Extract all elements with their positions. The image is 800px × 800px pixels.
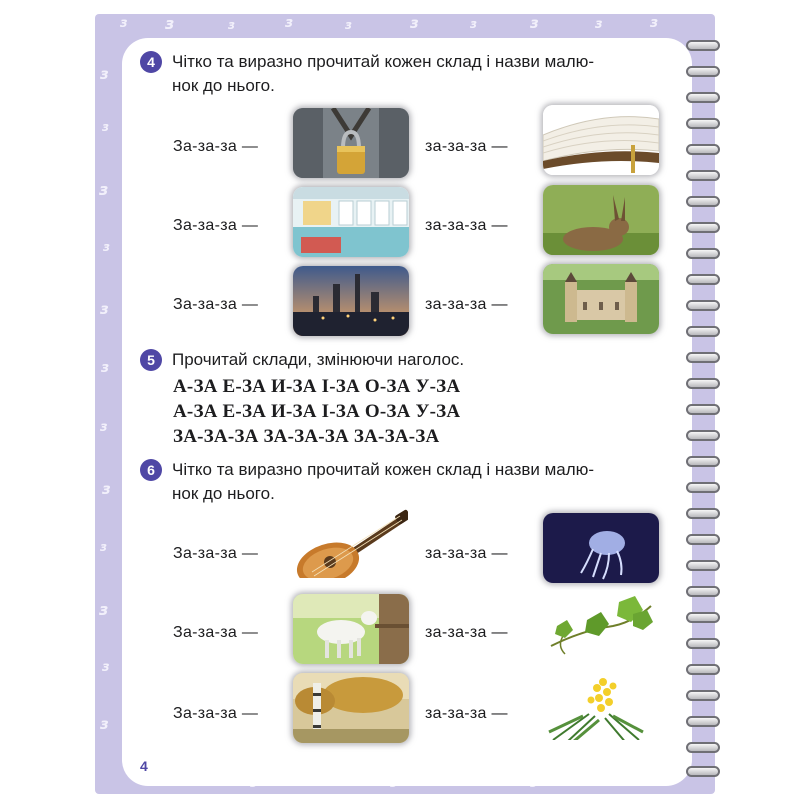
hare-picture xyxy=(543,185,659,255)
birch-picture xyxy=(293,673,409,743)
syllable-label: За-за-за — xyxy=(173,217,259,234)
task-number-badge: 5 xyxy=(140,349,162,371)
syllable-label: за-за-за — xyxy=(425,705,508,722)
page-number: 4 xyxy=(140,758,148,774)
grape-vine-picture xyxy=(543,590,659,660)
goat-picture xyxy=(293,594,409,664)
syllable-label: За-за-за — xyxy=(173,705,259,722)
syllable-label: За-за-за — xyxy=(173,545,259,562)
syllable-label: за-за-за — xyxy=(425,296,508,313)
syllable-label: За-за-за — xyxy=(173,624,259,641)
task-number-badge: 6 xyxy=(140,459,162,481)
bandura-picture xyxy=(292,508,408,578)
syllable-label: за-за-за — xyxy=(425,545,508,562)
syllable-label: за-за-за — xyxy=(425,624,508,641)
syllable-label: за-за-за — xyxy=(425,138,508,155)
syllable-label: За-за-за — xyxy=(173,296,259,313)
padlock-picture xyxy=(293,108,409,178)
mimosa-picture xyxy=(543,670,659,740)
book-picture xyxy=(543,105,659,175)
syllable-label: за-за-за — xyxy=(425,217,508,234)
syllable-line: А-ЗА Е-ЗА И-ЗА І-ЗА О-ЗА У-ЗА xyxy=(173,376,461,397)
syllable-label: За-за-за — xyxy=(173,138,259,155)
task-instruction: Чітко та виразно прочитай кожен склад і назви малю- нок до нього. xyxy=(172,460,595,503)
task-instruction: Чітко та виразно прочитай кожен склад і назви малю- нок до нього. xyxy=(172,52,595,95)
factory-picture xyxy=(293,266,409,336)
syllable-line: ЗА-ЗА-ЗА ЗА-ЗА-ЗА ЗА-ЗА-ЗА xyxy=(173,426,440,447)
task-number-badge: 4 xyxy=(140,51,162,73)
task-instruction: Прочитай склади, змінюючи наголос. xyxy=(172,350,465,369)
sports-hall-picture xyxy=(293,187,409,257)
jellyfish-picture xyxy=(543,513,659,583)
castle-picture xyxy=(543,264,659,334)
syllable-line: А-ЗА Е-ЗА И-ЗА І-ЗА О-ЗА У-ЗА xyxy=(173,401,461,422)
